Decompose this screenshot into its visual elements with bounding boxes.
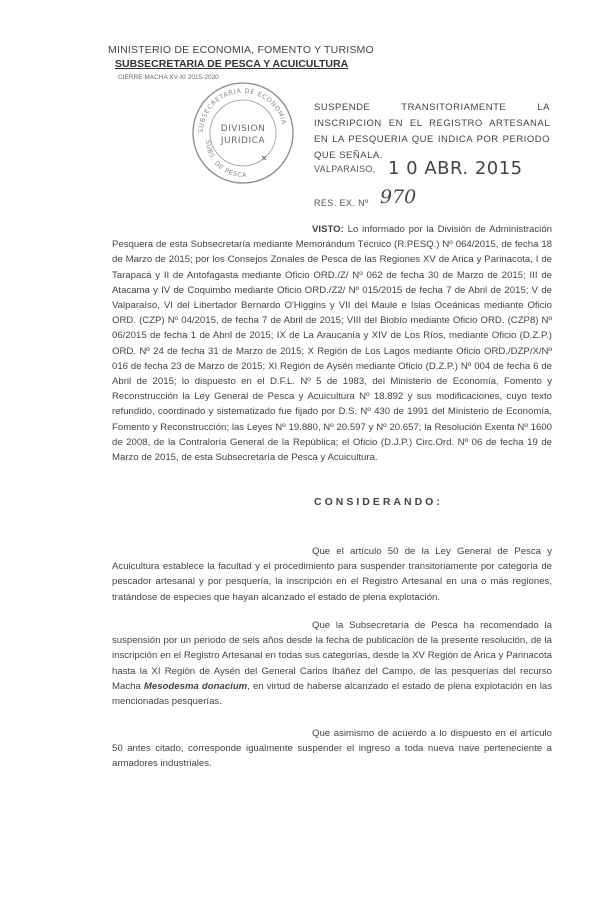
stamp-line1: DIVISION <box>220 124 266 134</box>
species-name: Mesodesma donacium <box>143 680 248 692</box>
resolution-subject: SUSPENDE TRANSITORIAMENTE LA INSCRIPCION EN EL REGISTRO ARTESANAL EN LA PESQUERIA QUE INDICA POR PERIODO QUE SEÑALA. <box>314 102 550 161</box>
considerando-2-before: Que la Subsecretaría de Pesca ha recomendado la suspensión por un periodo de seis años desde la fecha de publicación de la presente resolución, de la inscripción en el Registro Artesanal en todas sus categorías, desde la XV Región de Arica y Parinacota hasta la XI Región de Aysén del General Carlos Ibáñez del Campo, de las pesquerías del recurso Macha <box>112 620 552 692</box>
subsecretaria-name: SUBSECRETARIA DE PESCA Y ACUICULTURA <box>115 58 349 70</box>
visto-label: VISTO: <box>312 224 344 235</box>
considerando-2-after: , en virtud de haberse alcanzado el estado de plena explotación en las mencionadas pesquerías. <box>112 680 553 708</box>
visto-text: Lo informado por la División de Administración Pesquera de esta Subsecretaría mediante Memorándum Técnico (R.PESQ.) Nº 064/2015, de fecha 18 de Marzo de 2015; por los Consejos Zonales de Pesca de las Regiones XV de Arica y Parinacota, I de Tarapacá y II de Antofagasta mediante Oficio ORD./Z/ Nº 062 de fecha 30 de Marzo de 2015; III de Atacama y IV de Coquimbo mediante Oficio ORD./Z2/ Nº 015/2015 de fecha 7 de Abril de 2015; V de Valparaíso, VI del Libertador Bernardo O'Higgins y VII del Maule e Islas Oceánicas mediante Oficio ORD. (CZP) Nº 04/2015, de fecha 7 de Abril de 2015; VIII del Biobío mediante Oficio ORD. (CZP8) Nº 06/2015 de fecha 1 de Abril de 2015; IX de La Araucanía y XIV de Los Ríos, mediante Oficio (D.Z.P.) ORD. Nº 24 de fecha 31 de Marzo de 2015; X Región de Los Lagos mediante Oficio ORD./DZP/X/Nº 016 de fecha 23 de Marzo de 2015; XI Región de Aysén mediante Oficio (D.Z.P.) Nº 004 de fecha 6 de Abril de 2015; lo dispuesto en el D.F.L. Nº 5 de 1983, del Ministerio de Economía, Fomento y Reconstrucción la Ley General de Pesca y Acuicultura Nº 18.892 y sus modificaciones, cuyo texto refundido, coordinado y sistematizado fue fijado por D.S. Nº 430 de 1991 del Ministerio de Economía, Fomento y Reconstrucción; las Leyes Nº 19.880, Nº 20.597 y Nº 20.657; la Resolución Exenta Nº 1600 de 2008, de la Contraloría General de la República; el Oficio (D.J.P.) Circ.Ord. Nº 06 de fecha 19 de Marzo de 2015, de esta Subsecretaría de Pesca y Acuicultura. <box>112 224 552 464</box>
visto-paragraph <box>112 222 552 465</box>
resolution-date: 1 0 ABR. 2015 <box>388 158 523 179</box>
resolution-number: 970 <box>380 186 417 208</box>
considerando-3: Que asimismo de acuerdo a lo dispuesto en el artículo 50 antes citado, corresponde igualmente suspender el ingreso a toda nueva nave perteneciente a armadores industriales. <box>112 728 552 770</box>
place-label: VALPARAISO, <box>314 164 376 174</box>
ministry-name: MINISTERIO DE ECONOMIA, FOMENTO Y TURISMO <box>108 44 374 56</box>
resolution-label: RES. EX. Nº <box>314 198 369 208</box>
stamp-top-text: SUBSECRETARIA DE ECONOMIA <box>196 86 289 134</box>
division-juridica-stamp <box>190 80 296 186</box>
considerando-1: Que el artículo 50 de la Ley General de Pesca y Acuicultura establece la facultad y el procedimiento para suspender transitoriamente por categoría de pescador artesanal y por pesquería, la inscripción en el Registro Artesanal en una o más regiones, tratándose de especies que hayan alcanzado el estado de plena explotación. <box>112 546 552 603</box>
stamp-bottom-text: SUBS. DE PESCA <box>203 139 248 180</box>
considerando-2 <box>112 618 552 709</box>
stamp-line2: JURIDICA <box>220 136 266 146</box>
file-reference: CIERRE MACHA XV-XI 2015-2020 <box>118 74 219 81</box>
stamp-mark-icon <box>262 156 266 160</box>
considerando-heading: CONSIDERANDO: <box>314 496 443 508</box>
